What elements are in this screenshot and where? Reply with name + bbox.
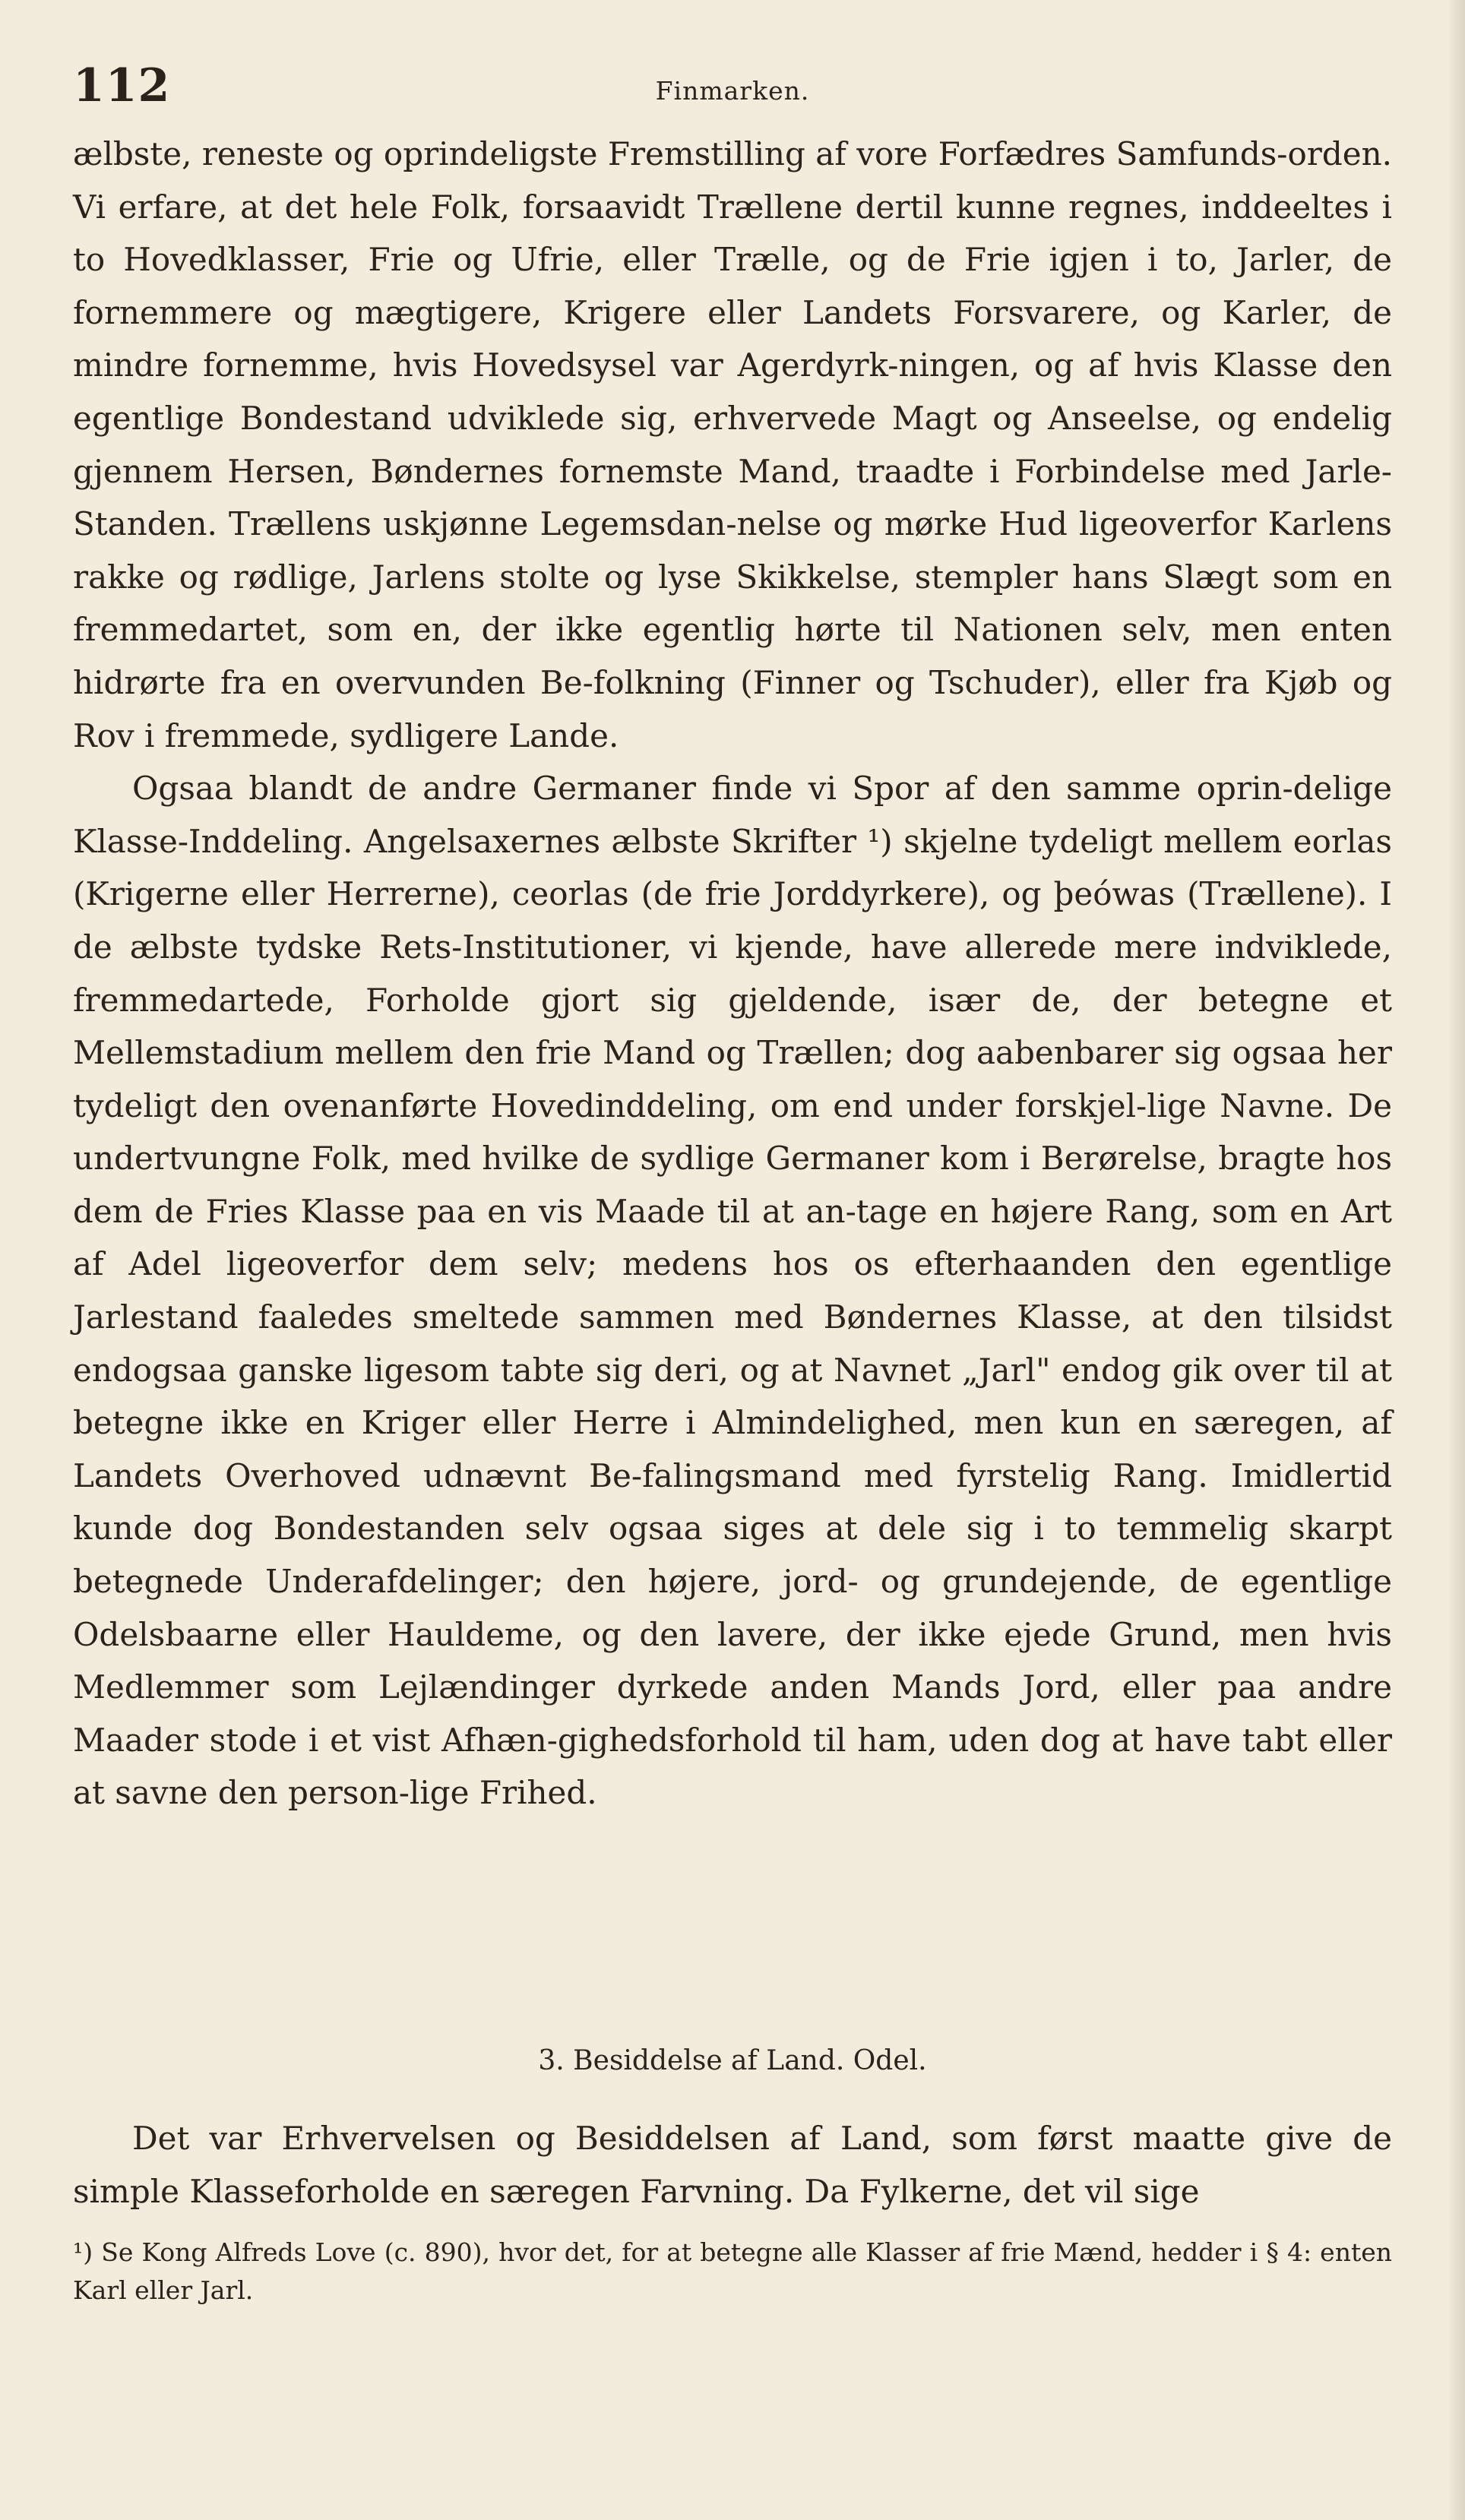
section-text xyxy=(73,2112,1392,2218)
page-number: 112 xyxy=(73,59,171,112)
body-text xyxy=(73,128,1392,1820)
paragraph: Det var Erhvervelsen og Besiddelsen af Land, som først maatte give de simple Klasseforholde en særegen Farvning. Da Fylkerne, det vil sige xyxy=(73,2120,1392,2210)
footnote: ¹) Se Kong Alfreds Love (c. 890), hvor det, for at betegne alle Klasser af frie Mænd, hedder i § 4: enten Karl eller Jarl. xyxy=(73,2237,1392,2305)
paragraph: Ogsaa blandt de andre Germaner finde vi Spor af den samme oprin-delige Klasse-Inddeling. Angelsaxernes ælbste Skrifter ¹) skjelne tydeligt mellem eorlas (Krigerne eller Herrerne), ceorlas (de frie Jorddyrkere), og þeówas (Trællene). I de ælbste tydske Rets-Institutioner, vi kjende, have allerede mere indviklede, fremmedartede, Forholde gjort sig gjeldende, især de, der betegne et Mellemstadium mellem den frie Mand og Trællen; dog aabenbarer sig ogsaa her tydeligt den ovenanførte Hovedinddeling, om end under forskjel-lige Navne. De undertvungne Folk, med hvilke de sydlige Germaner kom i Berørelse, bragte hos dem de Fries Klasse paa en vis Maade til at an-tage en højere Rang, som en Art af Adel ligeoverfor dem selv; medens hos os efterhaanden den egentlige Jarlestand faaledes smeltede sammen med Bøndernes Klasse, at den tilsidst endogsaa ganske ligesom tabte sig deri, og at Navnet „Jarl" endog gik over til at betegne ikke en Kriger eller Herre i Almindelighed, men kun en særegen, af Landets Overhoved udnævnt Be-falingsmand med fyrstelig Rang. Imidlertid kunde dog Bondestanden selv ogsaa siges at dele sig i to temmelig skarpt betegnede Underafdelinger; den højere, jord- og grundejende, de egentlige Odelsbaarne eller Hauldeme, og den lavere, der ikke ejede Grund, men hvis Medlemmer som Lejlændinger dyrkede anden Mands Jord, eller paa andre Maader stode i et vist Afhæn-gighedsforhold til ham, uden dog at have tabt eller at savne den person-lige Frihed. xyxy=(73,770,1392,1812)
section-heading: 3. Besiddelse af Land. Odel. xyxy=(538,2045,927,2076)
page-edge-shadow xyxy=(1447,0,1465,2520)
page-header xyxy=(73,59,1392,120)
paragraph: ælbste, reneste og oprindeligste Fremstilling af vore Forfædres Samfunds-orden. Vi erfare, at det hele Folk, forsaavidt Trællene dertil kunne regnes, inddeeltes i to Hovedklasser, Frie og Ufrie, eller Trælle, og de Frie igjen i to, Jarler, de fornemmere og mægtigere, Krigere eller Landets Forsvarere, og Karler, de mindre fornemme, hvis Hovedsysel var Agerdyrk-ningen, og af hvis Klasse den egentlige Bondestand udviklede sig, erhvervede Magt og Anseelse, og endelig gjennem Hersen, Bøndernes fornemste Mand, traadte i Forbindelse med Jarle-Standen. Trællens uskjønne Legemsdan-nelse og mørke Hud ligeoverfor Karlens rakke og rødlige, Jarlens stolte og lyse Skikkelse, stempler hans Slægt som en fremmedartet, som en, der ikke egentlig hørte til Nationen selv, men enten hidrørte fra en overvunden Be-folkning (Finner og Tschuder), eller fra Kjøb og Rov i fremmede, sydligere Lande. xyxy=(73,135,1392,754)
running-head: Finmarken. xyxy=(655,76,810,106)
